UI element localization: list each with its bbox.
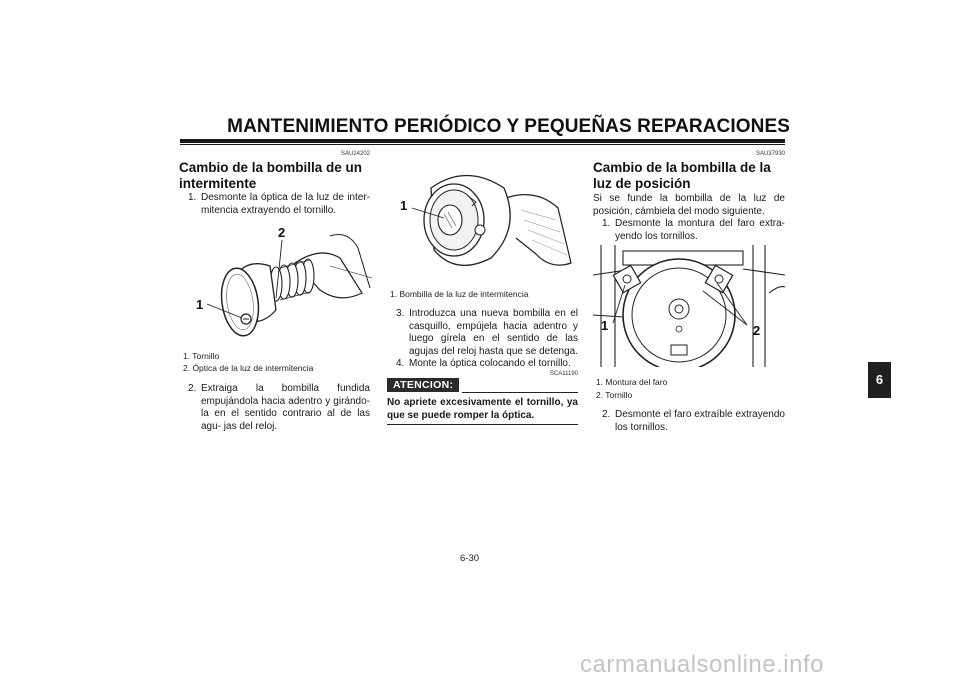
figure-caption: 2. Tornillo bbox=[596, 390, 633, 400]
warning-text: No apriete excesivamente el tornillo, ya que se puede romper la óptica. bbox=[387, 397, 578, 421]
figure-caption: 1. Montura del faro bbox=[596, 377, 668, 387]
chapter-tab: 6 bbox=[868, 362, 891, 398]
intro-paragraph: Si se funde la bombilla de la luz de posición, cámbiela del modo siguiente. bbox=[593, 193, 785, 217]
step-item bbox=[188, 192, 370, 217]
step-number: 1. bbox=[602, 218, 611, 229]
header-rule bbox=[180, 139, 785, 143]
bulb-illustration bbox=[386, 158, 578, 284]
callout-1: 1 bbox=[400, 198, 408, 213]
step-number: 3. bbox=[396, 308, 405, 319]
step-item bbox=[602, 218, 785, 243]
warning-badge: ATENCION: bbox=[387, 378, 459, 392]
step-item bbox=[396, 358, 578, 371]
step-text: Monte la óptica colocando el tornillo. bbox=[409, 358, 571, 369]
callout-2: 2 bbox=[753, 323, 761, 338]
step-item bbox=[602, 409, 785, 434]
figure-caption: 2. Óptica de la luz de intermitencia bbox=[183, 363, 314, 373]
figure-caption: 1. Bombilla de la luz de intermitencia bbox=[390, 289, 529, 299]
step-text: Desmonte la montura del faro extra- yendo los tornillos. bbox=[615, 218, 785, 242]
page-title: MANTENIMIENTO PERIÓDICO Y PEQUEÑAS REPARACIONES bbox=[227, 116, 790, 137]
step-number: 1. bbox=[188, 192, 197, 203]
step-text: Desmonte la óptica de la luz de inter- mitencia extrayendo el tornillo. bbox=[201, 192, 370, 216]
step-item bbox=[396, 308, 578, 358]
section-heading: Cambio de la bombilla de un intermitente bbox=[179, 160, 363, 191]
warning-code: SCA11190 bbox=[549, 371, 578, 377]
warning-rule bbox=[462, 392, 578, 393]
callout-2: 2 bbox=[278, 225, 286, 240]
step-text: Introduzca una nueva bombilla en el casquillo, empújela hacia adentro y luego gírela en el sentido de las agujas del reloj hasta que se detenga. bbox=[409, 308, 579, 357]
header-rule-thin bbox=[180, 144, 785, 145]
step-number: 4. bbox=[396, 358, 405, 369]
section-code: SAU37930 bbox=[755, 151, 785, 157]
step-text: Extraiga la bombilla fundida empujándola hacia adentro y girándo- la en el sentido contrario al de las agu- jas del reloj. bbox=[201, 383, 370, 432]
headlight-mount-illustration bbox=[593, 245, 785, 367]
step-number: 2. bbox=[188, 383, 197, 394]
step-number: 2. bbox=[602, 409, 611, 420]
step-item bbox=[188, 383, 370, 433]
section-heading: Cambio de la bombilla de la luz de posición bbox=[593, 160, 771, 191]
watermark: carmanualsonline.info bbox=[580, 651, 824, 678]
section-code: SAU24202 bbox=[340, 151, 370, 157]
warning-rule bbox=[387, 424, 578, 425]
callout-1: 1 bbox=[601, 318, 609, 333]
page-number: 6-30 bbox=[460, 553, 480, 564]
figure-caption: 1. Tornillo bbox=[183, 351, 220, 361]
step-text: Desmonte el faro extraíble extrayendo los tornillos. bbox=[615, 409, 785, 433]
callout-1: 1 bbox=[196, 297, 204, 312]
turn-signal-illustration bbox=[180, 218, 375, 346]
